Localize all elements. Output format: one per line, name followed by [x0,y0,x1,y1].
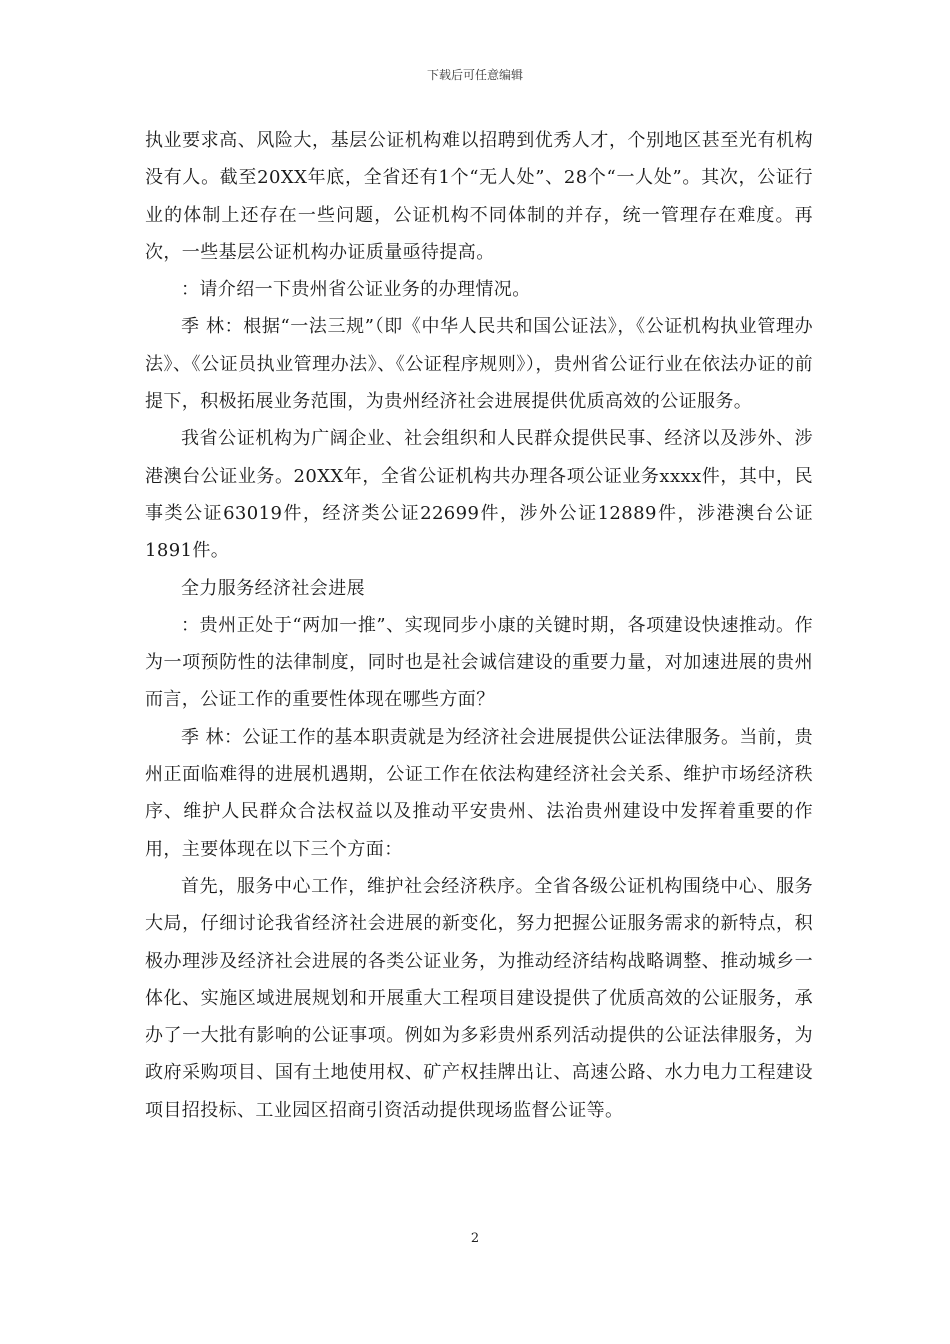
paragraph-2: ：请介绍一下贵州省公证业务的办理情况。 [181,279,531,301]
paragraph-3: 季 林：根据“一法三规”（即《中华人民共和国公证法》，《公证机构执业管理办法》、《公证员执业管理办法》、《公证程序规则》），贵州省公证行业在依法办证的前提下，积极拓展业务范围，为贵州经济社会进展提供优质高效的公证服务。 [145,316,813,413]
paragraph-1: 执业要求高、风险大，基层公证机构难以招聘到优秀人才，个别地区甚至光有机构没有人。截至20XX年底，全省还有1个“无人处”、28个“一人处”。其次，公证行业的体制上还存在一些问题，公证机构不同体制的并存，统一管理存在难度。再次，一些基层公证机构办证质量亟待提高。 [145,130,813,263]
document-body [145,122,813,1129]
section-heading: 全力服务经济社会进展 [181,577,365,599]
page-header-note: 下载后可任意编辑 [426,68,523,82]
paragraph-6: ：贵州正处于“两加一推”、实现同步小康的关键时期，各项建设快速推动。作为一项预防性的法律制度，同时也是社会诚信建设的重要力量，对加速进展的贵州而言，公证工作的重要性体现在哪些方面？ [145,614,813,711]
paragraph-4: 我省公证机构为广阔企业、社会组织和人民群众提供民事、经济以及涉外、涉港澳台公证业务。20XX年，全省公证机构共办理各项公证业务xxxx件，其中，民事类公证63019件，经济类公证22699件，涉外公证12889件，涉港澳台公证1891件。 [145,428,813,562]
paragraph-7: 季 林：公证工作的基本职责就是为经济社会进展提供公证法律服务。当前，贵州正面临难得的进展机遇期，公证工作在依法构建经济社会关系、维护市场经济秩序、维护人民群众合法权益以及推动平安贵州、法治贵州建设中发挥着重要的作用，主要体现在以下三个方面： [145,726,813,860]
page-number: 2 [470,1231,480,1246]
paragraph-8: 首先，服务中心工作，维护社会经济秩序。全省各级公证机构围绕中心、服务大局，仔细讨论我省经济社会进展的新变化，努力把握公证服务需求的新特点，积极办理涉及经济社会进展的各类公证业务，为推动经济结构战略调整、推动城乡一体化、实施区域进展规划和开展重大工程项目建设提供了优质高效的公证服务，承办了一大批有影响的公证事项。例如为多彩贵州系列活动提供的公证法律服务，为政府采购项目、国有土地使用权、矿产权挂牌出让、高速公路、水力电力工程建设项目招投标、工业园区招商引资活动提供现场监督公证等。 [145,875,813,1121]
